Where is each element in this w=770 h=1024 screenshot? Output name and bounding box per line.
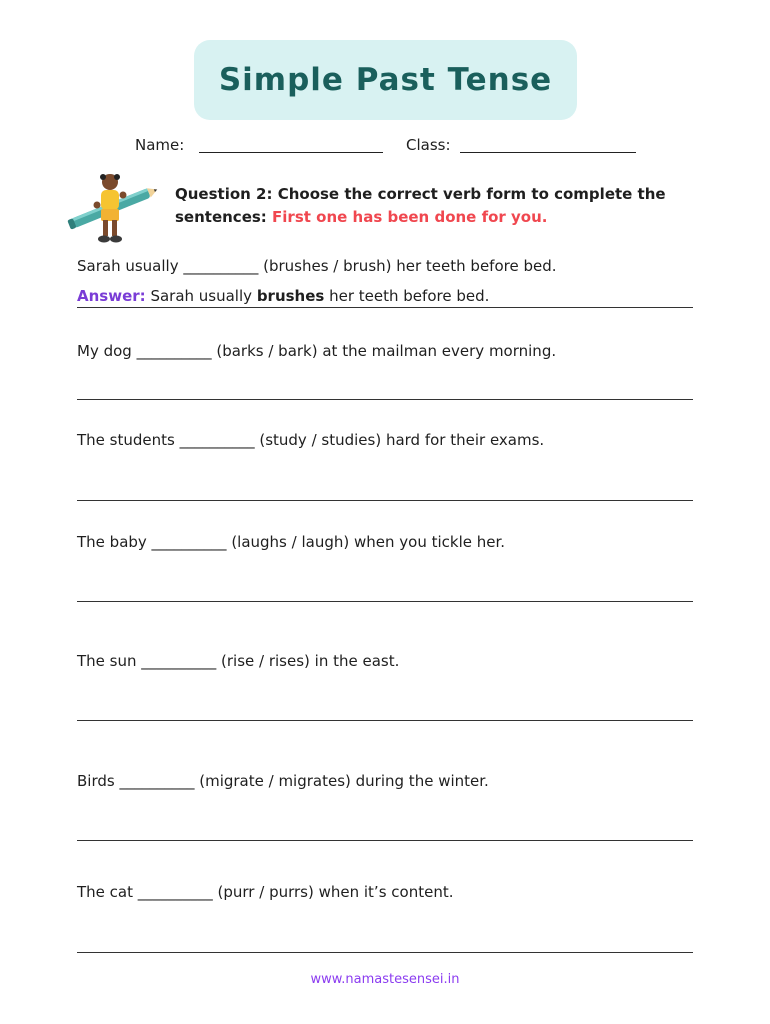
sentence-6: The cat __________ (purr / purrs) when it’s content. <box>77 883 454 901</box>
answer-line-1[interactable] <box>77 399 693 400</box>
class-field[interactable] <box>460 152 636 153</box>
class-label: Class: <box>406 136 451 154</box>
sentence-3: The baby __________ (laughs / laugh) when you tickle her. <box>77 533 506 551</box>
answer-line-2[interactable] <box>77 500 693 501</box>
example-sentence: Sarah usually __________ (brushes / brush) her teeth before bed. <box>77 257 557 275</box>
question-note: First one has been done for you. <box>272 208 548 226</box>
question-text: Question 2: Choose the correct verb form to complete the sentences: <box>175 185 666 226</box>
name-field[interactable] <box>199 152 383 153</box>
sentence-2: The students __________ (study / studies) hard for their exams. <box>77 431 545 449</box>
sentence-1: My dog __________ (barks / bark) at the mailman every morning. <box>77 342 557 360</box>
answer-verb: brushes <box>256 287 325 305</box>
sentence-5: Birds __________ (migrate / migrates) during the winter. <box>77 772 489 790</box>
name-class-row <box>135 136 655 160</box>
question-prompt <box>175 183 675 229</box>
answer-line <box>77 307 693 308</box>
footer-link[interactable]: www.namastesensei.in <box>310 972 460 987</box>
kid-with-pencil-icon <box>66 168 162 246</box>
answer-line-4[interactable] <box>77 720 693 721</box>
example-answer <box>77 287 489 305</box>
answer-line-5[interactable] <box>77 840 693 841</box>
page-title: Simple Past Tense <box>218 62 553 98</box>
answer-label: Answer: <box>77 287 146 305</box>
name-label: Name: <box>135 136 185 154</box>
title-banner <box>194 40 577 120</box>
answer-pre: Sarah usually <box>150 287 253 305</box>
answer-post: her teeth before bed. <box>329 287 490 305</box>
answer-line-6[interactable] <box>77 952 693 953</box>
sentence-4: The sun __________ (rise / rises) in the east. <box>77 652 400 670</box>
answer-line-3[interactable] <box>77 601 693 602</box>
